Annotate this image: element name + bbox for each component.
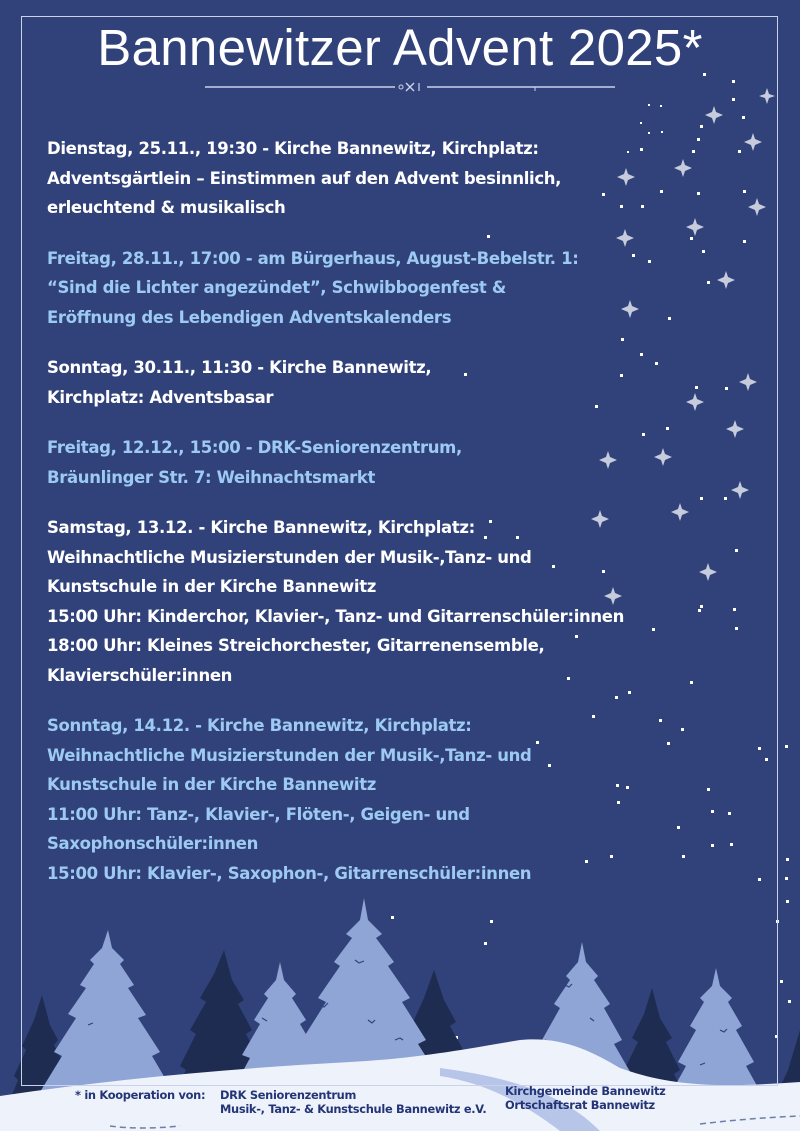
event-line: Freitag, 12.12., 15:00 - DRK-Seniorenzentrum, [47, 438, 462, 457]
event-line: Eröffnung des Lebendigen Adventskalenders [47, 307, 452, 327]
event-line: Dienstag, 25.11., 19:30 - Kirche Bannewitz, Kirchplatz: [47, 139, 539, 158]
event-line: Weihnachtliche Musizierstunden der Musik-,Tanz- und [47, 547, 532, 567]
cooperation-label: * in Kooperation von: [75, 1088, 206, 1102]
event-item [47, 134, 727, 223]
event-item [47, 353, 727, 412]
event-line: Sonntag, 30.11., 11:30 - Kirche Bannewitz, [47, 358, 432, 377]
event-line: 18:00 Uhr: Kleines Streichorchester, Gitarrenensemble, [47, 636, 545, 655]
partners-column-1 [220, 1088, 486, 1116]
partner-name: Kirchgemeinde Bannewitz [505, 1084, 666, 1098]
event-line: 15:00 Uhr: Kinderchor, Klavier-, Tanz- und Gitarrenschüler:innen [47, 606, 625, 626]
event-line: Klavierschüler:innen [47, 665, 233, 685]
event-line: Bräunlinger Str. 7: Weihnachtsmarkt [47, 467, 376, 487]
event-item [47, 513, 727, 690]
partner-name: Ortschaftsrat Bannewitz [505, 1098, 655, 1112]
event-line: Freitag, 28.11., 17:00 - am Bürgerhaus, August-Bebelstr. 1: [47, 248, 579, 268]
event-line: Sonntag, 14.12. - Kirche Bannewitz, Kirchplatz: [47, 716, 472, 735]
event-line: 15:00 Uhr: Klavier-, Saxophon-, Gitarrenschüler:innen [47, 863, 532, 883]
event-line: 11:00 Uhr: Tanz-, Klavier-, Flöten-, Geigen- und [47, 804, 470, 824]
event-line: Adventsgärtlein – Einstimmen auf den Advent besinnlich, [47, 168, 562, 188]
event-item [47, 244, 727, 333]
event-line: Kunstschule in der Kirche Bannewitz [47, 577, 376, 596]
event-item [47, 433, 727, 492]
event-item [47, 711, 727, 888]
event-line: Kirchplatz: Adventsbasar [47, 387, 274, 407]
event-line: Weihnachtliche Musizierstunden der Musik-,Tanz- und [47, 745, 532, 765]
event-line: Kunstschule in der Kirche Bannewitz [47, 775, 376, 794]
partner-name: Musik-, Tanz- & Kunstschule Bannewitz e.V. [220, 1102, 487, 1116]
poster-title: Bannewitzer Advent 2025* [97, 19, 703, 76]
partners-column-2 [505, 1084, 665, 1112]
event-line: erleuchtend & musikalisch [47, 198, 286, 217]
event-list [47, 134, 727, 909]
event-line: Samstag, 13.12. - Kirche Bannewitz, Kirchplatz: [47, 518, 475, 537]
event-line: “Sind die Lichter angezündet”, Schwibbogenfest & [47, 278, 506, 297]
partner-name: DRK Seniorenzentrum [220, 1088, 357, 1102]
event-line: Saxophonschüler:innen [47, 834, 259, 853]
divider-ornament-icon [205, 80, 615, 94]
